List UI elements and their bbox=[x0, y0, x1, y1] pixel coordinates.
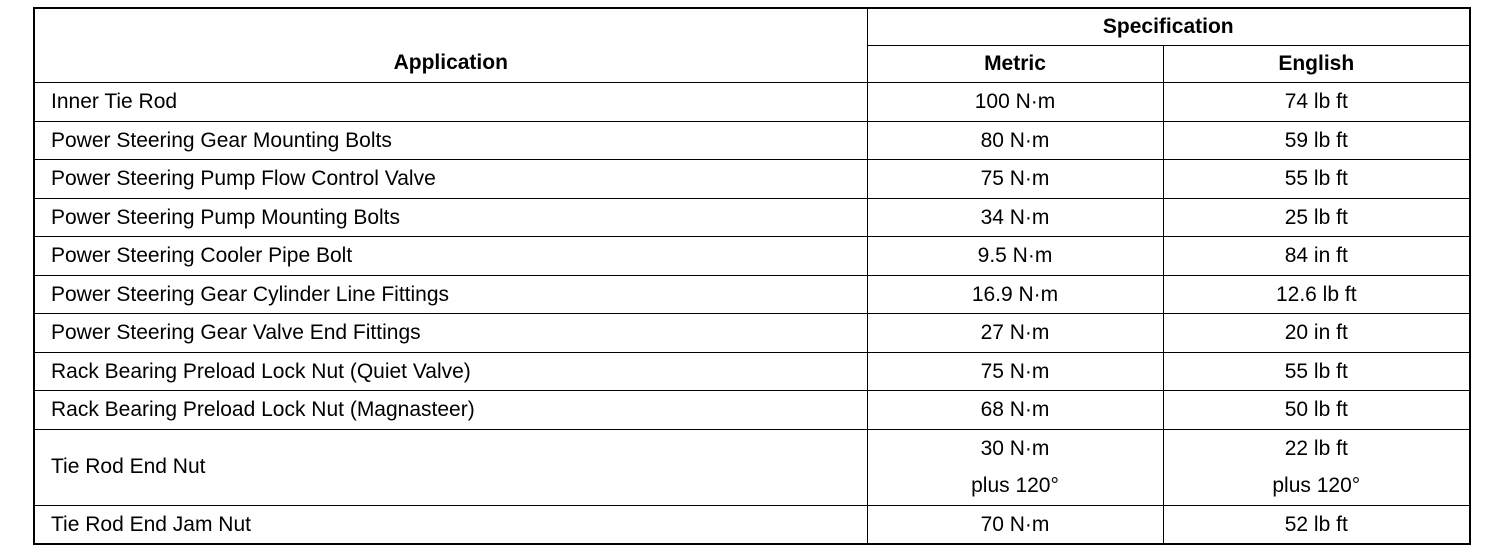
english-cell bbox=[1163, 505, 1470, 544]
metric-cell bbox=[867, 391, 1163, 430]
header-row-top bbox=[34, 8, 1470, 46]
english-value: 52 lb ft bbox=[1284, 512, 1348, 536]
english-value: 20 in ft bbox=[1284, 321, 1348, 344]
application-cell: Power Steering Gear Mounting Bolts bbox=[34, 121, 867, 160]
application-cell: Tie Rod End Jam Nut bbox=[34, 505, 867, 544]
english-value: 55 lb ft bbox=[1284, 359, 1348, 383]
metric-cell bbox=[867, 429, 1163, 505]
english-value: 50 lb ft bbox=[1284, 398, 1348, 421]
metric-cell bbox=[867, 352, 1163, 391]
application-cell: Rack Bearing Preload Lock Nut (Magnasteer) bbox=[34, 391, 867, 430]
english-cell bbox=[1163, 352, 1470, 391]
table-row bbox=[34, 352, 1470, 391]
english-value: 25 lb ft bbox=[1284, 205, 1348, 229]
specification-column-header: Specification bbox=[867, 8, 1470, 46]
metric-cell bbox=[867, 314, 1163, 353]
application-cell: Power Steering Gear Cylinder Line Fittings bbox=[34, 275, 867, 314]
english-cell bbox=[1163, 391, 1470, 430]
table-row bbox=[34, 391, 1470, 430]
metric-value: 27 N·m bbox=[980, 321, 1050, 344]
application-cell: Power Steering Pump Flow Control Valve bbox=[34, 160, 867, 199]
english-value: 59 lb ft bbox=[1284, 128, 1348, 152]
english-value: plus 120° bbox=[1272, 474, 1361, 497]
metric-value: 68 N·m bbox=[980, 398, 1050, 421]
spec-table-body bbox=[34, 83, 1470, 545]
metric-value: 75 N·m bbox=[980, 167, 1050, 190]
metric-cell bbox=[867, 160, 1163, 199]
english-column-header: English bbox=[1163, 46, 1470, 83]
metric-cell bbox=[867, 237, 1163, 276]
english-cell bbox=[1163, 83, 1470, 122]
metric-value: 70 N·m bbox=[980, 512, 1050, 536]
application-column-header: Application bbox=[34, 8, 867, 83]
table-row bbox=[34, 429, 1470, 505]
table-row bbox=[34, 275, 1470, 314]
metric-value: 80 N·m bbox=[980, 128, 1050, 152]
application-cell: Power Steering Gear Valve End Fittings bbox=[34, 314, 867, 353]
table-row bbox=[34, 314, 1470, 353]
metric-cell bbox=[867, 505, 1163, 544]
metric-cell bbox=[867, 83, 1163, 122]
english-value: 55 lb ft bbox=[1284, 167, 1348, 190]
table-row bbox=[34, 83, 1470, 122]
english-value: 12.6 lb ft bbox=[1275, 282, 1357, 306]
table-row bbox=[34, 505, 1470, 544]
english-value: 74 lb ft bbox=[1284, 90, 1348, 113]
table-row bbox=[34, 160, 1470, 199]
english-cell bbox=[1163, 198, 1470, 237]
metric-cell bbox=[867, 275, 1163, 314]
english-value: 22 lb ft bbox=[1284, 436, 1348, 460]
application-cell: Power Steering Pump Mounting Bolts bbox=[34, 198, 867, 237]
english-value: 84 in ft bbox=[1284, 244, 1348, 267]
english-cell bbox=[1163, 429, 1470, 505]
application-cell: Tie Rod End Nut bbox=[34, 429, 867, 505]
metric-value: 16.9 N·m bbox=[971, 282, 1059, 306]
english-cell bbox=[1163, 160, 1470, 199]
english-cell bbox=[1163, 275, 1470, 314]
metric-value: 100 N·m bbox=[974, 90, 1056, 113]
table-row bbox=[34, 198, 1470, 237]
torque-spec-table bbox=[33, 7, 1471, 545]
metric-value: 75 N·m bbox=[980, 359, 1050, 383]
metric-column-header: Metric bbox=[867, 46, 1163, 83]
english-cell bbox=[1163, 121, 1470, 160]
metric-value: plus 120° bbox=[971, 474, 1059, 497]
table-row bbox=[34, 237, 1470, 276]
metric-cell bbox=[867, 198, 1163, 237]
metric-value: 9.5 N·m bbox=[977, 244, 1053, 267]
english-cell bbox=[1163, 237, 1470, 276]
english-cell bbox=[1163, 314, 1470, 353]
application-cell: Inner Tie Rod bbox=[34, 83, 867, 122]
metric-value: 30 N·m bbox=[980, 436, 1050, 460]
application-cell: Power Steering Cooler Pipe Bolt bbox=[34, 237, 867, 276]
application-cell: Rack Bearing Preload Lock Nut (Quiet Valve) bbox=[34, 352, 867, 391]
metric-cell bbox=[867, 121, 1163, 160]
metric-value: 34 N·m bbox=[980, 205, 1050, 229]
table-row bbox=[34, 121, 1470, 160]
